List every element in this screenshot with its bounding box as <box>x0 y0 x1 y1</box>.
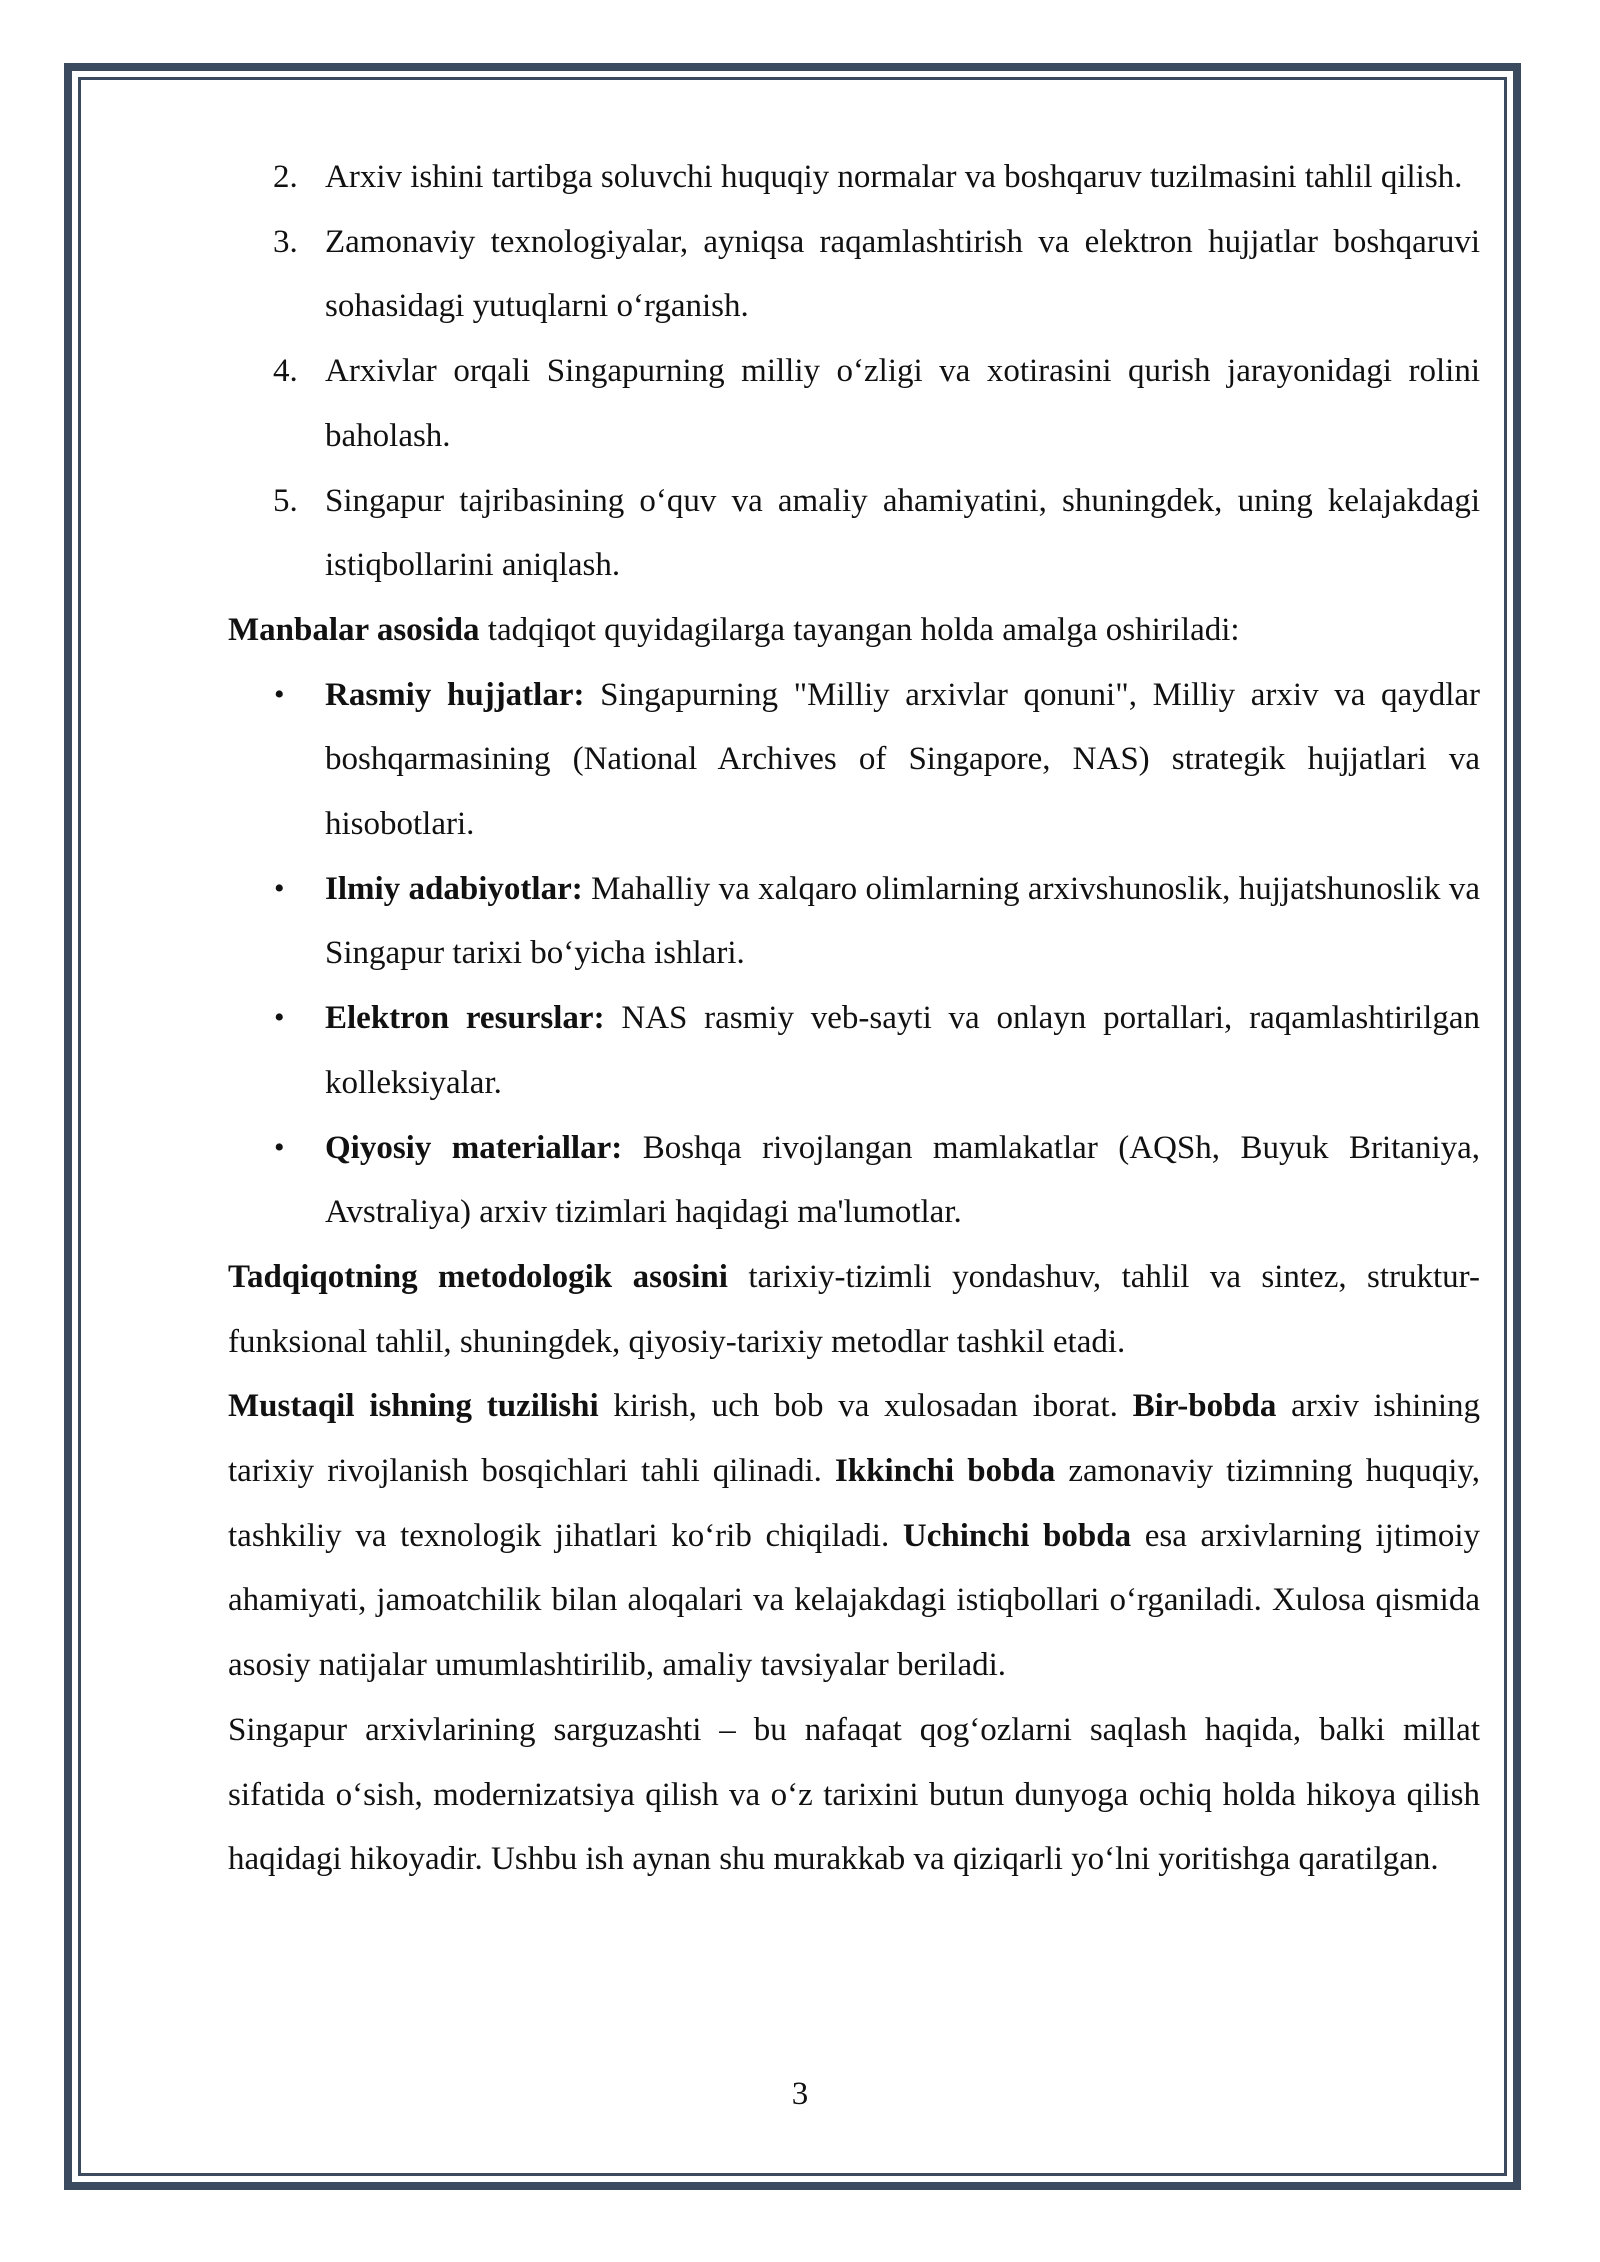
bullet-icon: • <box>274 1130 285 1164</box>
sources-list <box>228 663 1480 1245</box>
goals-list <box>228 145 1480 598</box>
source-item <box>228 663 1480 857</box>
bullet-icon: • <box>274 677 285 711</box>
structure-text: kirish, uch bob va xulosadan iborat. <box>598 1388 1133 1425</box>
methodology-text: tarixiy-tizimli yondashuv, tahlil va sintez, struktur-funksional tahlil, shuningdek, qiyosiy-tarixiy metodlar tashkil etadi. <box>228 1258 1480 1360</box>
chapter-one-text: arxiv ishining tarixiy rivojlanish bosqichlari tahli qilinadi. <box>228 1388 1480 1490</box>
source-text: Singapurning "Milliy arxivlar qonuni", Milliy arxiv va qaydlar boshqarmasining (National Archives of Singapore, NAS) strategik hujjatlari va hisobotlari. <box>325 676 1481 843</box>
goal-number: 2. <box>273 159 298 195</box>
source-item <box>228 1116 1480 1245</box>
goal-item <box>228 469 1480 598</box>
goal-item <box>228 210 1480 339</box>
source-title: Rasmiy hujjatlar: <box>325 676 585 713</box>
methodology-paragraph <box>228 1245 1480 1374</box>
source-text: NAS rasmiy veb-sayti va onlayn portallari, raqamlashtirilgan kolleksiyalar. <box>325 1000 1480 1101</box>
page-number: 3 <box>791 2076 809 2112</box>
document-body <box>228 145 1480 1892</box>
sources-intro-bold: Manbalar asosida <box>228 611 480 648</box>
chapter-two-bold: Ikkinchi bobda <box>834 1453 1056 1490</box>
bullet-icon: • <box>274 871 285 905</box>
goal-number: 4. <box>273 353 298 390</box>
goal-text: Arxiv ishini tartibga soluvchi huquqiy normalar va boshqaruv tuzilmasini tahlil qilish. <box>325 159 1463 195</box>
source-text: Boshqa rivojlangan mamlakatlar (AQSh, Buyuk Britaniya, Avstraliya) arxiv tizimlari haqidagi ma'lumotlar. <box>325 1129 1481 1231</box>
bullet-icon: • <box>274 1001 285 1035</box>
goal-number: 3. <box>273 223 298 260</box>
chapter-two-text: zamonaviy tizimning huquqiy, tashkiliy va texnologik jihatlari ko‘rib chiqiladi. <box>228 1453 1480 1554</box>
methodology-bold: Tadqiqotning metodologik asosini <box>228 1258 728 1295</box>
sources-intro <box>228 598 1480 663</box>
structure-bold: Mustaqil ishning tuzilishi <box>228 1388 599 1425</box>
structure-paragraph <box>228 1374 1480 1698</box>
closing-paragraph: Singapur arxivlarining sarguzashti – bu nafaqat qog‘ozlarni saqlash haqida, balki millat sifatida o‘sish, modernizatsiya qilish va o‘z tarixini butun dunyoga ochiq holda hikoya qilish haqidagi hikoyadir. Ushbu ish aynan shu murakkab va qiziqarli yo‘lni yoritishga qaratilgan. <box>228 1711 1480 1878</box>
goal-text: Arxivlar orqali Singapurning milliy o‘zligi va xotirasini qurish jarayonidagi rolini baholash. <box>325 353 1480 454</box>
chapter-one-bold: Bir-bobda <box>1132 1388 1277 1425</box>
goal-item <box>228 339 1480 468</box>
source-item <box>228 857 1480 986</box>
source-item <box>228 986 1480 1115</box>
source-title: Elektron resurslar: <box>325 1000 605 1037</box>
sources-intro-text: tadqiqot quyidagilarga tayangan holda amalga oshiriladi: <box>479 611 1240 648</box>
source-title: Qiyosiy materiallar: <box>325 1129 623 1166</box>
goal-number: 5. <box>273 482 298 519</box>
goal-text: Zamonaviy texnologiyalar, ayniqsa raqamlashtirish va elektron hujjatlar boshqaruvi sohasidagi yutuqlarni o‘rganish. <box>325 223 1480 325</box>
chapter-three-text: esa arxivlarning ijtimoiy ahamiyati, jamoatchilik bilan aloqalari va kelajakdagi istiqbollari o‘rganiladi. Xulosa qismida asosiy natijalar umumlashtirilib, amaliy tavsiyalar beriladi. <box>228 1517 1480 1684</box>
chapter-three-bold: Uchinchi bobda <box>902 1517 1132 1554</box>
goal-item <box>228 145 1480 210</box>
source-title: Ilmiy adabiyotlar: <box>325 870 583 907</box>
goal-text: Singapur tajribasining o‘quv va amaliy ahamiyatini, shuningdek, uning kelajakdagi istiqbollarini aniqlash. <box>325 482 1480 584</box>
source-text: Mahalliy va xalqaro olimlarning arxivshunoslik, hujjatshunoslik va Singapur tarixi bo‘yicha ishlari. <box>325 870 1480 972</box>
